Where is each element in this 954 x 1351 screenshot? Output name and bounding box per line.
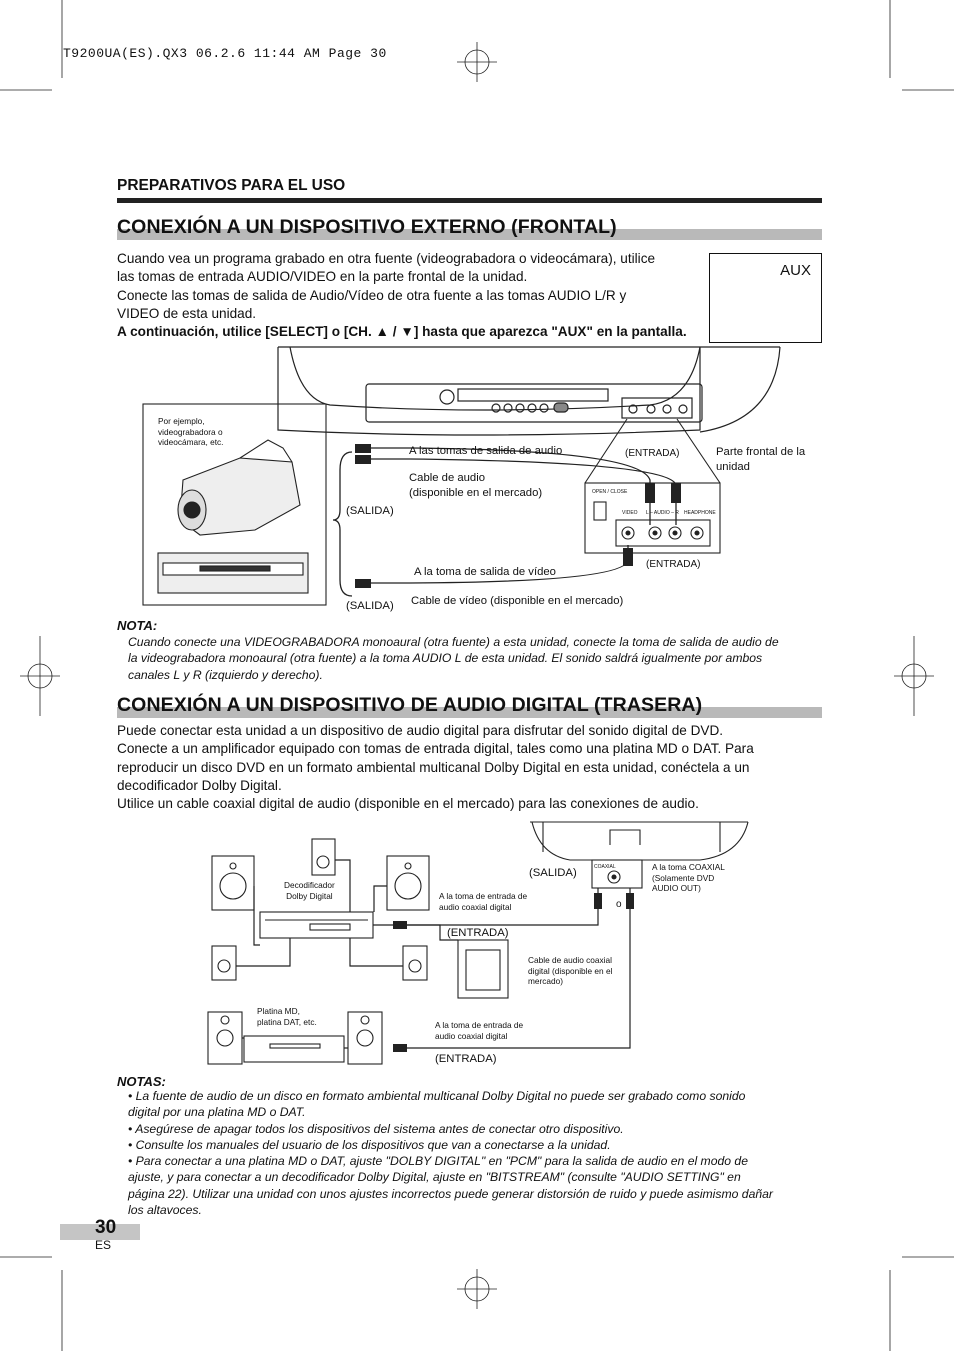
heading-front-connection: CONEXIÓN A UN DISPOSITIVO EXTERNO (FRONTAL): [117, 216, 617, 238]
nota-title: NOTA:: [117, 618, 158, 633]
heading-digital-connection: CONEXIÓN A UN DISPOSITIVO DE AUDIO DIGITAL (TRASERA): [117, 694, 703, 716]
print-slug: T9200UA(ES).QX3 06.2.6 11:44 AM Page 30: [63, 46, 387, 61]
panel-headphone-label: HEADPHONE: [684, 510, 716, 516]
video-out-label: A la toma de salida de vídeo: [414, 566, 556, 578]
entrada-label: (ENTRADA): [646, 559, 701, 570]
section-title: PREPARATIVOS PARA EL USO: [117, 177, 346, 194]
entrada-label: (ENTRADA): [435, 1053, 497, 1065]
aux-screen: [709, 253, 822, 343]
front-line: VIDEO de esta unidad.: [117, 305, 257, 321]
notas-list: • La fuente de audio de un disco en formato ambiental multicanal Dolby Digital no puede ser grabado como sonido digital por una platina MD o DAT. • Asegúrese de apagar todos los dispositivos del sistema antes de conectar otro dispositivo. • Consulte los manuales del usuario de los dispositivos que van a conectarse a la unidad. • Para conectar a una platina MD o DAT, ajuste "DOLBY DIGITAL" en "PCM" para la salida de audio en el modo de ajuste, y para conectar a un decodificador Dolby Digital, ajuste en "BITSTREAM" (consulte "AUDIO SETTING" en página 22). Utilizar una unidad con unos ajustes incorrectos puede generar distorsión de ruido y puede asimismo dañar los altavoces.: [128, 1089, 773, 1218]
page-number: 30: [95, 1217, 117, 1238]
front-unit-label: Parte frontal de la unidad: [716, 446, 806, 473]
md-label: Platina MD, platina DAT, etc.: [257, 1006, 317, 1027]
salida-label: (SALIDA): [346, 505, 394, 517]
or-mark: o: [616, 899, 622, 910]
coax-in-label: A la toma de entrada de audio coaxial digital: [439, 891, 528, 912]
tv-front-drawing: [278, 347, 780, 435]
front-paragraph: [117, 250, 687, 341]
coaxial-jack-label: COAXIAL: [594, 864, 616, 870]
aux-label: AUX: [780, 262, 811, 279]
coax-in-label: A la toma de entrada de audio coaxial digital: [435, 1020, 524, 1041]
coax-cable-label: Cable de audio coaxial digital (disponible en el mercado): [528, 955, 613, 986]
panel-audio-label: L – AUDIO – R: [646, 510, 679, 516]
video-cable-label: Cable de vídeo (disponible en el mercado): [411, 595, 624, 607]
audio-out-label: A las tomas de salida de audio: [409, 445, 563, 457]
digital-paragraph: Puede conectar esta unidad a un dispositivo de audio digital para disfrutar del sonido digital de DVD. Conecte a un amplificador equipado con tomas de entrada digital, tales como una platina MD o DAT. Para reproducir un disco DVD en un formato ambiental multicanal Dolby Digital en esta unidad, conéctela a un decodificador Dolby Digital. Utilice un cable coaxial digital de audio (disponible en el mercado) para las conexiones de audio.: [117, 723, 754, 812]
notas-title: NOTAS:: [117, 1074, 166, 1089]
example-label: Por ejemplo, videograbadora o videocámara, etc.: [158, 416, 224, 447]
entrada-label: (ENTRADA): [625, 448, 680, 459]
front-instruction: A continuación, utilice [SELECT] o [CH. ▲ / ▼] hasta que aparezca "AUX" en la pantalla.: [117, 324, 687, 340]
decoder-label: Decodificador Dolby Digital: [284, 880, 335, 901]
salida-label: (SALIDA): [529, 867, 577, 879]
panel-open-label: OPEN / CLOSE: [592, 489, 628, 495]
salida-label: (SALIDA): [346, 600, 394, 612]
section-rule: [117, 198, 822, 203]
front-line: Conecte las tomas de salida de Audio/Vídeo de otra fuente a las tomas AUDIO L/R y: [117, 287, 627, 303]
page-language: ES: [95, 1238, 112, 1252]
audio-cable-label: Cable de audio (disponible en el mercado): [409, 472, 543, 499]
panel-video-label: VIDEO: [622, 510, 638, 516]
front-line: las tomas de entrada AUDIO/VIDEO en la parte frontal de la unidad.: [117, 269, 528, 285]
down-arrow-icon: ▼: [400, 324, 414, 340]
coax-out-label: A la toma COAXIAL (Solamente DVD AUDIO OUT): [652, 862, 725, 893]
entrada-label: (ENTRADA): [447, 927, 509, 939]
up-arrow-icon: ▲: [375, 324, 390, 340]
front-line: Cuando vea un programa grabado en otra fuente (videograbadora o videocámara), utilice: [117, 251, 656, 266]
nota-text: Cuando conecte una VIDEOGRABADORA monoaural (otra fuente) a esta unidad, conecte la toma de salida de audio de la videograbadora monoaural (otra fuente) a la toma AUDIO L de esta unidad. El sonido saldrá igualmente por ambos canales L y R (izquierdo y derecho).: [128, 635, 779, 682]
